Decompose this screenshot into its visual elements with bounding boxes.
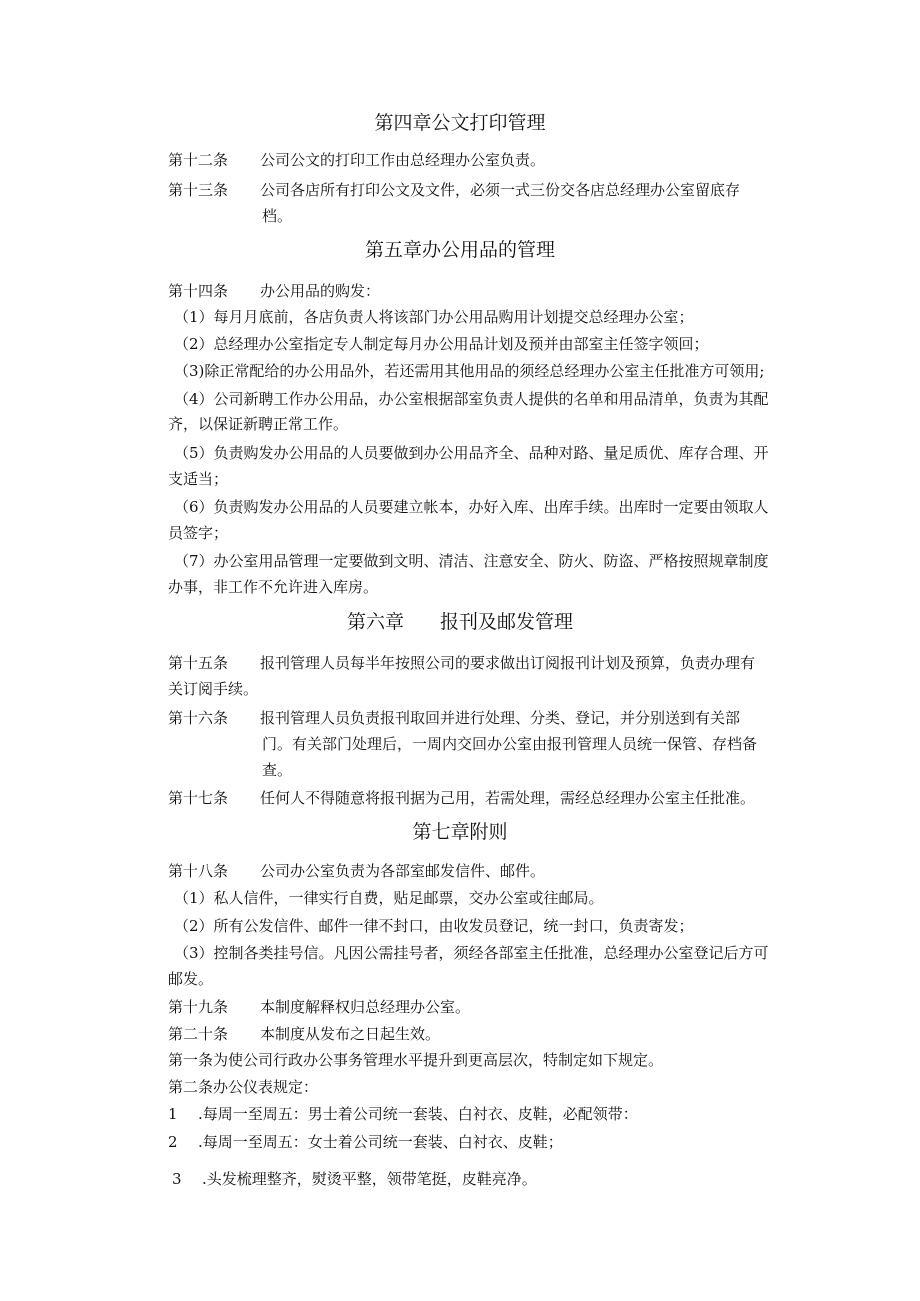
ch7-item-3-cont: 邮发。 bbox=[168, 970, 214, 988]
chapter6-title-left: 第六章 bbox=[346, 611, 404, 633]
article-17 bbox=[168, 788, 788, 808]
article-18-text: 公司办公室负责为各部室邮发信件、邮件。 bbox=[260, 862, 546, 880]
ch5-item-7: （7）办公室用品管理一定要做到文明、清洁、注意安全、防火、防盗、严格按照规章制度 bbox=[174, 552, 769, 570]
chapter6-title-right: 报刊及邮发管理 bbox=[440, 611, 574, 633]
ch7-item-3: （3）控制各类挂号信。凡因公需挂号者，须经各部室主任批准，总经理办公室登记后方可 bbox=[174, 944, 769, 962]
article-13-text: 公司各店所有打印公文及文件，必须一式三份交各店总经理办公室留底存 bbox=[260, 181, 741, 199]
ch7-item-1: （1）私人信件，一律实行自费，贴足邮票，交办公室或往邮局。 bbox=[174, 889, 604, 907]
article-16-cont2: 查。 bbox=[262, 761, 293, 779]
article-14-text: 办公用品的购发： bbox=[260, 282, 381, 300]
dress-rule-1 bbox=[168, 1104, 788, 1124]
article-18-label: 第十八条 bbox=[168, 862, 229, 880]
article-17-label: 第十七条 bbox=[168, 789, 229, 807]
ch5-item-3: （3)除正常配给的办公用品外，若还需用其他用品的须经总经理办公室主任批准方可领用; bbox=[174, 362, 765, 380]
dress-rule-3-text: .头发梳理整齐，熨烫平整，领带笔挺，皮鞋亮净。 bbox=[202, 1170, 537, 1188]
ch5-item-4-cont: 齐，以保证新聘正常工作。 bbox=[168, 415, 349, 433]
chapter5-title: 第五章办公用品的管理 bbox=[364, 239, 555, 261]
article-12 bbox=[168, 150, 788, 170]
article-16-text: 报刊管理人员负责报刊取回并进行处理、分类、登记，并分别送到有关部 bbox=[260, 709, 741, 727]
article-15-text: 报刊管理人员每半年按照公司的要求做出订阅报刊计划及预算，负责办理有 bbox=[260, 654, 756, 672]
dress-rule-1-num: 1 bbox=[168, 1105, 178, 1123]
dress-rule-1-text: .每周一至周五：男士着公司统一套装、白衬衣、皮鞋，必配领带： bbox=[198, 1105, 638, 1123]
ch5-item-6: （6）负责购发办公用品的人员要建立帐本，办好入库、出库手续。出库时一定要由领取人 bbox=[174, 498, 769, 516]
article-20-text: 本制度从发布之日起生效。 bbox=[260, 1025, 441, 1043]
article-16-cont1: 门。有关部门处理后，一周内交回办公室由报刊管理人员统一保管、存档备 bbox=[262, 735, 758, 753]
article-20 bbox=[168, 1024, 788, 1044]
article-13-label: 第十三条 bbox=[168, 181, 229, 199]
ch5-item-2: （2）总经理办公室指定专人制定每月办公用品计划及预并由部室主任签字领回； bbox=[174, 335, 709, 353]
ch5-item-1: （1）每月月底前，各店负责人将该部门办公用品购用计划提交总经理办公室； bbox=[174, 308, 694, 326]
article-15 bbox=[168, 653, 788, 673]
extra-article-1: 第一条为使公司行政办公事务管理水平提升到更高层次，特制定如下规定。 bbox=[168, 1051, 664, 1069]
article-15-cont: 关订阅手续。 bbox=[168, 680, 259, 698]
ch5-item-6-cont: 员签字； bbox=[168, 524, 229, 542]
article-19-text: 本制度解释权归总经理办公室。 bbox=[260, 998, 471, 1016]
article-19-label: 第十九条 bbox=[168, 998, 229, 1016]
article-18 bbox=[168, 861, 788, 881]
article-14 bbox=[168, 281, 788, 301]
dress-rule-2-num: 2 bbox=[168, 1133, 178, 1151]
extra-article-2: 第二条办公仪表规定： bbox=[168, 1078, 319, 1096]
ch5-item-4: （4）公司新聘工作办公用品，办公室根据部室负责人提供的名单和用品清单，负责为其配 bbox=[174, 390, 769, 408]
dress-rule-2-text: .每周一至周五：女士着公司统一套装、白衬衣、皮鞋； bbox=[198, 1133, 563, 1151]
article-14-label: 第十四条 bbox=[168, 282, 229, 300]
ch5-item-5-cont: 支适当； bbox=[168, 470, 229, 488]
dress-rule-3-num: 3 bbox=[172, 1170, 182, 1188]
article-20-label: 第二十条 bbox=[168, 1025, 229, 1043]
article-12-text: 公司公文的打印工作由总经理办公室负责。 bbox=[260, 151, 546, 169]
article-13-cont: 档。 bbox=[262, 207, 293, 225]
ch5-item-5: （5）负责购发办公用品的人员要做到办公用品齐全、品种对路、量足质优、库存合理、开 bbox=[174, 444, 769, 462]
article-15-label: 第十五条 bbox=[168, 654, 229, 672]
article-16-label: 第十六条 bbox=[168, 709, 229, 727]
ch7-item-2: （2）所有公发信件、邮件一律不封口，由收发员登记，统一封口，负责寄发； bbox=[174, 917, 694, 935]
article-16 bbox=[168, 708, 788, 728]
dress-rule-2 bbox=[168, 1132, 788, 1152]
ch5-item-7-cont: 办事，非工作不允许进入库房。 bbox=[168, 578, 379, 596]
article-13 bbox=[168, 180, 788, 200]
article-17-text: 任何人不得随意将报刊据为己用，若需处理，需经总经理办公室主任批准。 bbox=[260, 789, 756, 807]
chapter6-title bbox=[0, 609, 920, 635]
chapter4-title: 第四章公文打印管理 bbox=[374, 112, 546, 134]
chapter7-title: 第七章附则 bbox=[412, 821, 508, 843]
article-19 bbox=[168, 997, 788, 1017]
article-12-label: 第十二条 bbox=[168, 151, 229, 169]
dress-rule-3 bbox=[172, 1169, 792, 1189]
